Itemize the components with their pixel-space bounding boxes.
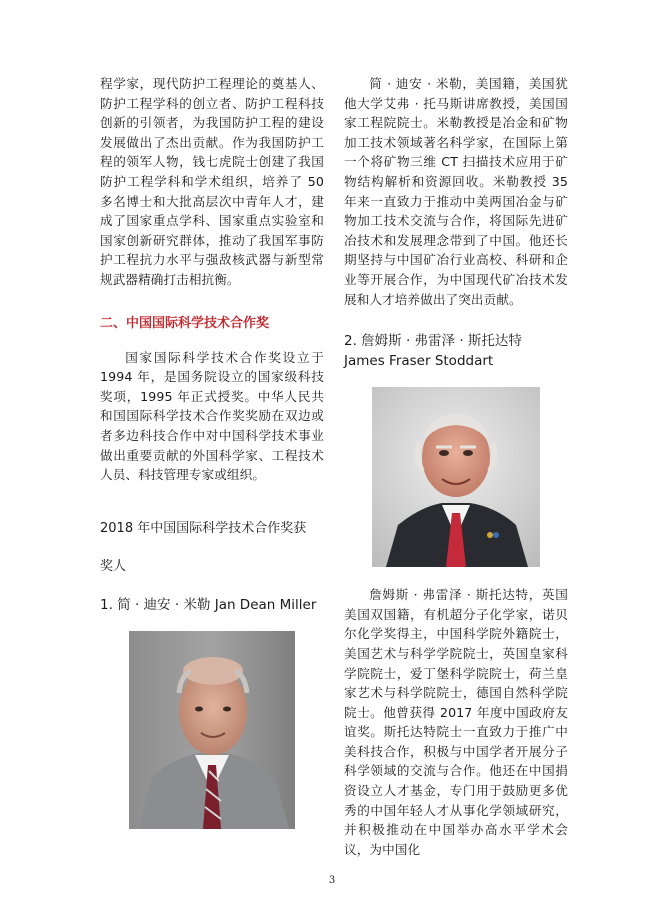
right-column <box>344 74 568 859</box>
stoddart-photo <box>372 387 540 567</box>
intro-paragraph: 程学家，现代防护工程理论的奠基人、防护工程学科的创立者、防护工程科技创新的引领者，为我国防护工程的建设发展做出了杰出贡献。作为我国防护工程的领军人物，钱七虎院士创建了我国防护工程学科和学术组织，培养了 50 多名博士和大批高层次中青年人才，建成了国家重点学科、国家重点实验室和国家创新研究群体，推动了我国军事防护工程抗力水平与强敌核武器与新型常规武器精确打击相抗衡。 <box>100 76 324 287</box>
winner1-heading: 1. 简 · 迪安 · 米勒 Jan Dean Miller <box>100 596 317 613</box>
miller-photo <box>129 631 295 829</box>
award-paragraph: 国家国际科学技术合作奖设立于 1994 年，是国务院设立的国家级科技奖项，1995 年正式授奖。中华人民共和国国际科学技术合作奖奖励在双边或者多边科技合作中对中国科学技术事业做出重要贡献的外国科学家、工程技术人员、科技管理专家或组织。 <box>100 349 324 483</box>
stoddart-paragraph: 詹姆斯 · 弗雷泽 · 斯托达特，英国美国双国籍，有机超分子化学家，诺贝尔化学奖得主，中国科学院外籍院士，美国艺术与科学学院院士，英国皇家科学院院士，爱丁堡科学院院士，荷兰皇家艺术与科学院院士，德国自然科学院院士。他曾获得 2017 年度中国政府友谊奖。斯托达特院士一直致力于推广中美科技合作，积极与中国学者开展分子科学领域的交流与合作。他还在中国捐资设立人才基金，专门用于鼓励更多优秀的中国年轻人才从事化学领域研究，并积极推动在中国举办高水平学术会议，为中国化 <box>344 587 568 857</box>
winner2-heading-cn: 2. 詹姆斯 · 弗雷泽 · 斯托达特 <box>344 333 522 350</box>
miller-paragraph: 简 · 迪安 · 米勒，美国籍，美国犹他大学艾弗 · 托马斯讲席教授，美国国家工程院院士。米勒教授是冶金和矿物加工技术领域著名科学家，在国际上第一个将矿物三维 CT 扫描技术应用于矿物结构解析和资源回收。米勒教授 35 年来一直致力于推动中美两国冶金与矿物加工技术交流与合作，将国际先进矿冶技术和发展理念带到了中国。他还长期坚持与中国矿冶行业高校、科研和企业等开展合作，为中国现代矿冶技术发展和人才培养做出了突出贡献。 <box>344 76 568 307</box>
section-title: 二、中国国际科学技术合作奖 <box>100 315 270 331</box>
winners-title-line1: 2018 年中国国际科学技术合作奖获 <box>100 520 307 536</box>
winners-title-line2: 奖人 <box>100 558 127 574</box>
left-column <box>100 74 324 829</box>
winner2-heading-en: James Fraser Stoddart <box>344 353 494 370</box>
page-number: 3 <box>328 875 336 886</box>
